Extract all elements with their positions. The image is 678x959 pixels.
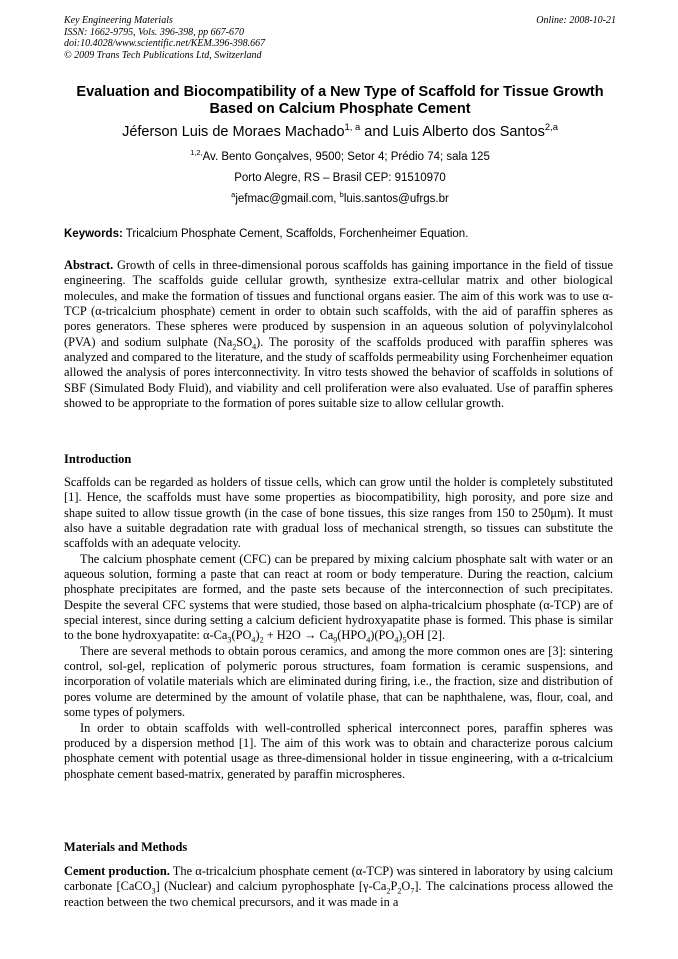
- affiliation-address: [64, 148, 616, 163]
- author-line: [64, 121, 616, 140]
- methods-label: Cement production.: [64, 864, 170, 878]
- paragraph-text: The calcium phosphate cement (CFC) can be prepared by mixing calcium phosphate salt with water or an aqueous solution, forming a paste that can react at room or body temperature. During the reaction, calcium phosphate precipitates are formed, and the paste sets because of the interconnection of such precipitates. Despite the several CFC systems that were studied, those based on alpha-tricalcium phosphate (α-TCP) are of special interest, since during setting a calcium deficient hydroxyapatite phase is formed. This phase is similar to the bone hydroxyapatite: α-Ca: [64, 551, 613, 643]
- keywords-text: Tricalcium Phosphate Cement, Scaffolds, Forchenheimer Equation.: [122, 228, 469, 240]
- affiliation-city: Porto Alegre, RS – Brasil CEP: 91510970: [234, 172, 446, 184]
- journal-name: Key Engineering Materials: [64, 15, 173, 26]
- subscript: 4: [366, 635, 371, 645]
- subscript: 4: [251, 635, 256, 645]
- subscript: 2: [397, 886, 402, 896]
- introduction-body: [64, 475, 613, 782]
- paragraph-text: ): [255, 628, 260, 643]
- subscript: 7: [410, 886, 415, 896]
- methods-text: O: [401, 879, 411, 894]
- abstract-text: ). The porosity of the scaffolds produced with paraffin spheres was analyzed and compared to the literature, and the study of scaffolds permeability using Forchenheimer equation allowed the analysis of pores interconnectivity. In vitro tests showed the behavior of scaffolds in solutions of SBF (Simulated Body Fluid), and viability and cell proliferation were also evaluated. Use of paraffin spheres showed to be appropriate to the formation of pores suitable size to allow cellular growth.: [64, 334, 613, 411]
- affiliation-street: Av. Bento Gonçalves, 9500; Setor 4; Prédio 74; sala 125: [202, 151, 490, 163]
- author-2: Luis Alberto dos Santos: [392, 124, 545, 140]
- abstract-label: Abstract.: [64, 258, 114, 272]
- introduction-heading: Introduction: [64, 452, 132, 466]
- subscript: 2: [232, 342, 237, 352]
- paragraph-text: ): [398, 628, 403, 643]
- author-1: Jéferson Luis de Moraes Machado: [122, 124, 345, 140]
- keywords: [64, 228, 616, 240]
- abstract-text: Growth of cells in three-dimensional porous scaffolds has gaining importance in the field of tissue engineering. The scaffolds guide cellular growth, synthesize extra-cellular matrix and other biological molecules, and make the formation of tissues and functional organs easier. The aim of this work was to use α-TCP (α-tricalcium phosphate) cement in order to obtain such scaffolds, with the aid of paraffin spheres as pores generators. These spheres were produced by suspension in an aqueous solution of polyvinylalcohol (PVA) and sodium sulphate (Na: [64, 258, 613, 349]
- subscript: 9: [333, 635, 338, 645]
- subscript: 5: [402, 635, 407, 645]
- subscript: 2: [259, 635, 264, 645]
- email-a[interactable]: jefmac@gmail.com,: [235, 193, 340, 205]
- methods-text: ]. The calcinations process allowed the reaction between the two chemical precursors, and it was made in a: [64, 879, 613, 909]
- email-line: [64, 190, 616, 205]
- abstract: [64, 258, 613, 411]
- subscript: 3: [227, 635, 232, 645]
- subscript: 4: [252, 342, 257, 352]
- subscript: 4: [394, 635, 399, 645]
- intro-paragraph-4: In order to obtain scaffolds with well-controlled spherical interconnect pores, paraffin spheres was produced by a dispersion method [1]. The aim of this work was to obtain and characterize porous calcium phosphate cement with potential usage as three-dimensional holder in tissue engineering, with a α-tricalcium phosphate cement based-matrix, generated by paraffin microspheres.: [64, 720, 613, 781]
- abstract-text: SO: [236, 334, 253, 349]
- methods-body: [64, 864, 613, 910]
- intro-paragraph-2: [64, 552, 613, 644]
- online-date: Online: 2008-10-21: [536, 15, 616, 26]
- intro-paragraph-3: There are several methods to obtain porous ceramics, and among the more common ones are [3]: sintering control, sol-gel, replication of polymeric porous structures, foam formation is ceramic suspensions, and incorporation of volatile materials which are eliminated during firing, i.e., the fraction, size and distribution of pores volume are determined by the amount of volatile phase, that can be naphthalene, was, flour, coal, and some types of polymers.: [64, 643, 613, 720]
- affiliation-marker: 1,2,: [190, 148, 203, 158]
- issn-line: ISSN: 1662-9795, Vols. 396-398, pp 667-670: [64, 26, 244, 38]
- copyright-line: © 2009 Trans Tech Publications Ltd, Switzerland: [64, 49, 262, 61]
- subscript: 2: [386, 886, 391, 896]
- paragraph-text: + H2O → Ca: [263, 628, 334, 643]
- keywords-label: Keywords:: [64, 228, 123, 240]
- author-1-affiliation: 1, a: [344, 121, 361, 133]
- methods-text: ] (Nuclear) and calcium pyrophosphate [γ-Ca: [155, 879, 387, 894]
- journal-header: [64, 15, 616, 61]
- doi-line: doi:10.4028/www.scientific.net/KEM.396-398.667: [64, 38, 266, 49]
- methods-text: The α-tricalcium phosphate cement (α-TCP) was sintered in laboratory by using calcium carbonate [CaCO: [64, 864, 613, 894]
- paragraph-text: (HPO: [337, 628, 367, 643]
- methods-text: P: [390, 879, 398, 894]
- email-marker-a: a: [231, 190, 236, 200]
- intro-paragraph-1: Scaffolds can be regarded as holders of tissue cells, which can grow until the holder is completely substituted [1]. Hence, the scaffolds must have some properties as biocompatibility, high porosity, and pore size and shape suited to allow tissue growth (in the case of bone tissues, this size ranges from 150 to 250μm). It must also have a suitable degradation rate with gradual loss of mechanical strength, so tissues can substitute the scaffolds with an adequate velocity.: [64, 475, 613, 551]
- paragraph-text: OH [2].: [406, 628, 446, 643]
- methods-heading: Materials and Methods: [64, 840, 188, 854]
- author-2-affiliation: 2,a: [544, 121, 558, 133]
- email-b[interactable]: luis.santos@ufrgs.br: [343, 193, 449, 205]
- paper-title: Evaluation and Biocompatibility of a New Type of Scaffold for Tissue Growth Based on Calcium Phosphate Cement: [76, 84, 604, 117]
- email-marker-b: b: [339, 190, 344, 200]
- paragraph-text: (PO: [231, 628, 252, 643]
- author-conjunction: and: [360, 124, 393, 140]
- subscript: 3: [151, 886, 156, 896]
- paragraph-text: )(PO: [370, 628, 395, 643]
